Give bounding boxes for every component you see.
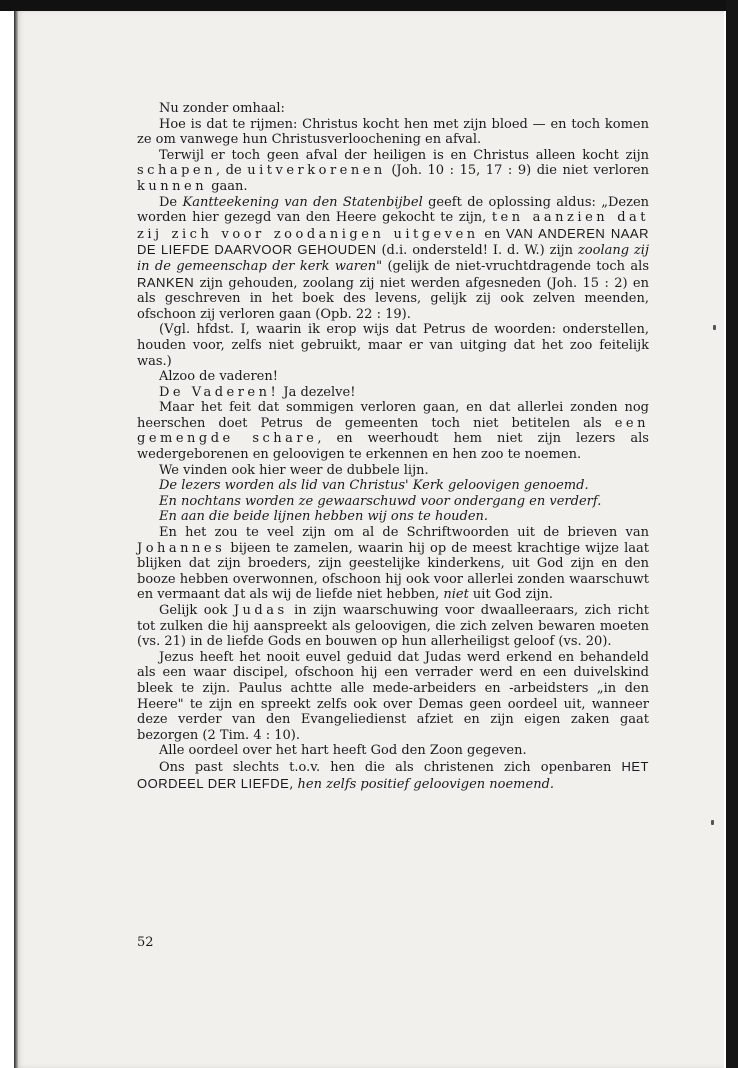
paragraph [137, 463, 649, 479]
italic-text: zoolang zij in de gemeenschap der kerk waren [137, 243, 649, 274]
text-run: Maar het feit dat sommigen verloren gaan, en dat allerlei zonden nog heerschen doet Petrus de gemeenten toch niet betitelen als [137, 400, 649, 431]
scan-speck [711, 820, 714, 825]
paragraph [137, 400, 649, 462]
spaced-text: een gemengde schare [137, 415, 649, 447]
capitals-text: HET OORDEEL DER LIEFDE [137, 758, 649, 791]
scan-speck [713, 325, 716, 330]
text-run: En het zou te veel zijn om al de Schriftwoorden uit de brieven van [159, 525, 649, 541]
text-run: Ja dezelve! [279, 384, 356, 400]
paragraph [137, 101, 649, 117]
text-run: Hoe is dat te rijmen: Christus kocht hen met zijn bloed — en toch komen ze om vanwege hun Christusverloochening en afval. [137, 116, 649, 148]
paragraph [137, 494, 649, 510]
text-run: We vinden ook hier weer de dubbele lijn. [159, 462, 429, 478]
spaced-text: schapen [137, 163, 216, 179]
text-run: Jezus heeft het nooit euvel geduid dat Judas werd erkend en behandeld als een waar discipel, ofschoon hij een verrader werd en een duivelskind bleek te zijn. Paulus achtte alle mede-arbeiders en -arbeidsters „in den Heere" te zijn en spreekt zelfs ook over Demas geen oordeel uit, wanneer deze verder van den Evangeliedienst afziet en zijn eigen zaken gaat bezorgen (2 Tim. 4 : 10). [137, 649, 649, 743]
page-number: 52 [137, 935, 154, 950]
capitals-text: VAN ANDEREN NAAR DE LIEFDE DAARVOOR GEHOUDEN [137, 225, 649, 258]
text-run: Gelijk ook [159, 603, 234, 618]
text-run: bijeen te zamelen, waarin hij op de meest krachtige wijze laat blijken dat zijn broeders, zijn geestelijke kinderkens, uit God zijn en den booze hebben overwonnen, ofschoon hij ook voor allerlei zonden waarschuwt en vermaant dat als wij de liefde niet hebben, [137, 540, 649, 603]
text-run: zijn gehouden, zoolang zij niet werden afgesneden (Joh. 15 : 2) en als geschreven in het boek des levens, gelijk zij ook zelven meenden, ofschoon zij verloren gaan (Opb. 22 : 19). [137, 275, 649, 322]
spaced-text: De Vaderen! [159, 384, 280, 400]
text-run: , de [215, 163, 248, 179]
text-run: (d.i. ondersteld! I. d. W.) zijn [376, 243, 578, 259]
paragraph [137, 195, 649, 323]
capitals-text: RANKEN [137, 274, 195, 290]
text-run: De [159, 194, 183, 210]
body-text [137, 101, 649, 792]
text-run: Ons past slechts t.o.v. hen die als christenen zich openbaren [159, 759, 622, 775]
text-run: Nu zonder omhaal: [159, 101, 285, 116]
text-run: geeft de oplossing aldus: „Dezen worden hier gezegd van den Heere gekocht te zijn, [137, 194, 650, 226]
spaced-text: Johannes [137, 540, 226, 556]
text-run: (Vgl. hfdst. I, waarin ik erop wijs dat Petrus de woorden: onderstellen, houden voor, zelfs niet gebruikt, maar er van uitging dat het zoo feitelijk was.) [137, 322, 649, 369]
paragraph [137, 743, 649, 759]
text-run: Alzoo de vaderen! [159, 369, 278, 385]
paragraph [137, 509, 649, 525]
text-run: Terwijl er toch geen afval der heiligen is en Christus alleen kocht zijn [159, 147, 649, 163]
italic-text: De lezers worden als lid van Christus' Kerk geloovigen genoemd. [159, 478, 589, 494]
italic-text: Kantteekening van den Statenbijbel [182, 194, 423, 210]
paragraph [137, 385, 649, 401]
paragraph [137, 117, 649, 148]
text-run: in zijn waarschuwing voor dwaalleeraars, zich richt tot zulken die hij aanspreekt als geloovigen, die zich zelven bewaren moeten (vs. 21) in de liefde Gods en bouwen op hun allerheiligst geloof (vs. 20). [137, 603, 649, 650]
paragraph [137, 650, 649, 744]
text-run: gaan. [207, 178, 248, 194]
paragraph [137, 525, 649, 603]
italic-text: niet [443, 587, 469, 603]
paragraph [137, 322, 649, 369]
spaced-text: Judas [233, 603, 288, 618]
text-run: uit God zijn. [468, 587, 554, 603]
paragraph [137, 603, 649, 650]
paragraph [137, 148, 649, 195]
paragraph [137, 759, 649, 792]
spaced-text: kunnen [137, 178, 208, 194]
text-run: , en weerhoudt hem niet zijn lezers als wedergeborenen en geloovigen te erkennen en hen zoo te noemen. [137, 431, 649, 463]
paragraph [137, 478, 649, 494]
paragraph [137, 369, 649, 385]
scan-border-top [0, 0, 738, 11]
scan-border-right [726, 0, 738, 1068]
spaced-text: ten aanzien dat zij zich voor zoodanigen uitgeven [137, 210, 649, 242]
italic-text: En nochtans worden ze gewaarschuwd voor ondergang en verderf. [159, 493, 602, 509]
italic-text: hen zelfs positief geloovigen noemend. [297, 776, 555, 792]
spaced-text: uitverkorenen [247, 163, 386, 179]
text-run: , [289, 776, 298, 792]
text-run: " (gelijk de niet-vruchtdragende toch als [376, 258, 649, 274]
page-gutter-shadow [14, 11, 18, 1068]
text-run: en [478, 226, 507, 242]
text-run: Alle oordeel over het hart heeft God den Zoon gegeven. [159, 743, 527, 759]
text-run: (Joh. 10 : 15, 17 : 9) die niet verloren [385, 163, 649, 179]
italic-text: En aan die beide lijnen hebben wij ons te houden. [159, 509, 489, 525]
